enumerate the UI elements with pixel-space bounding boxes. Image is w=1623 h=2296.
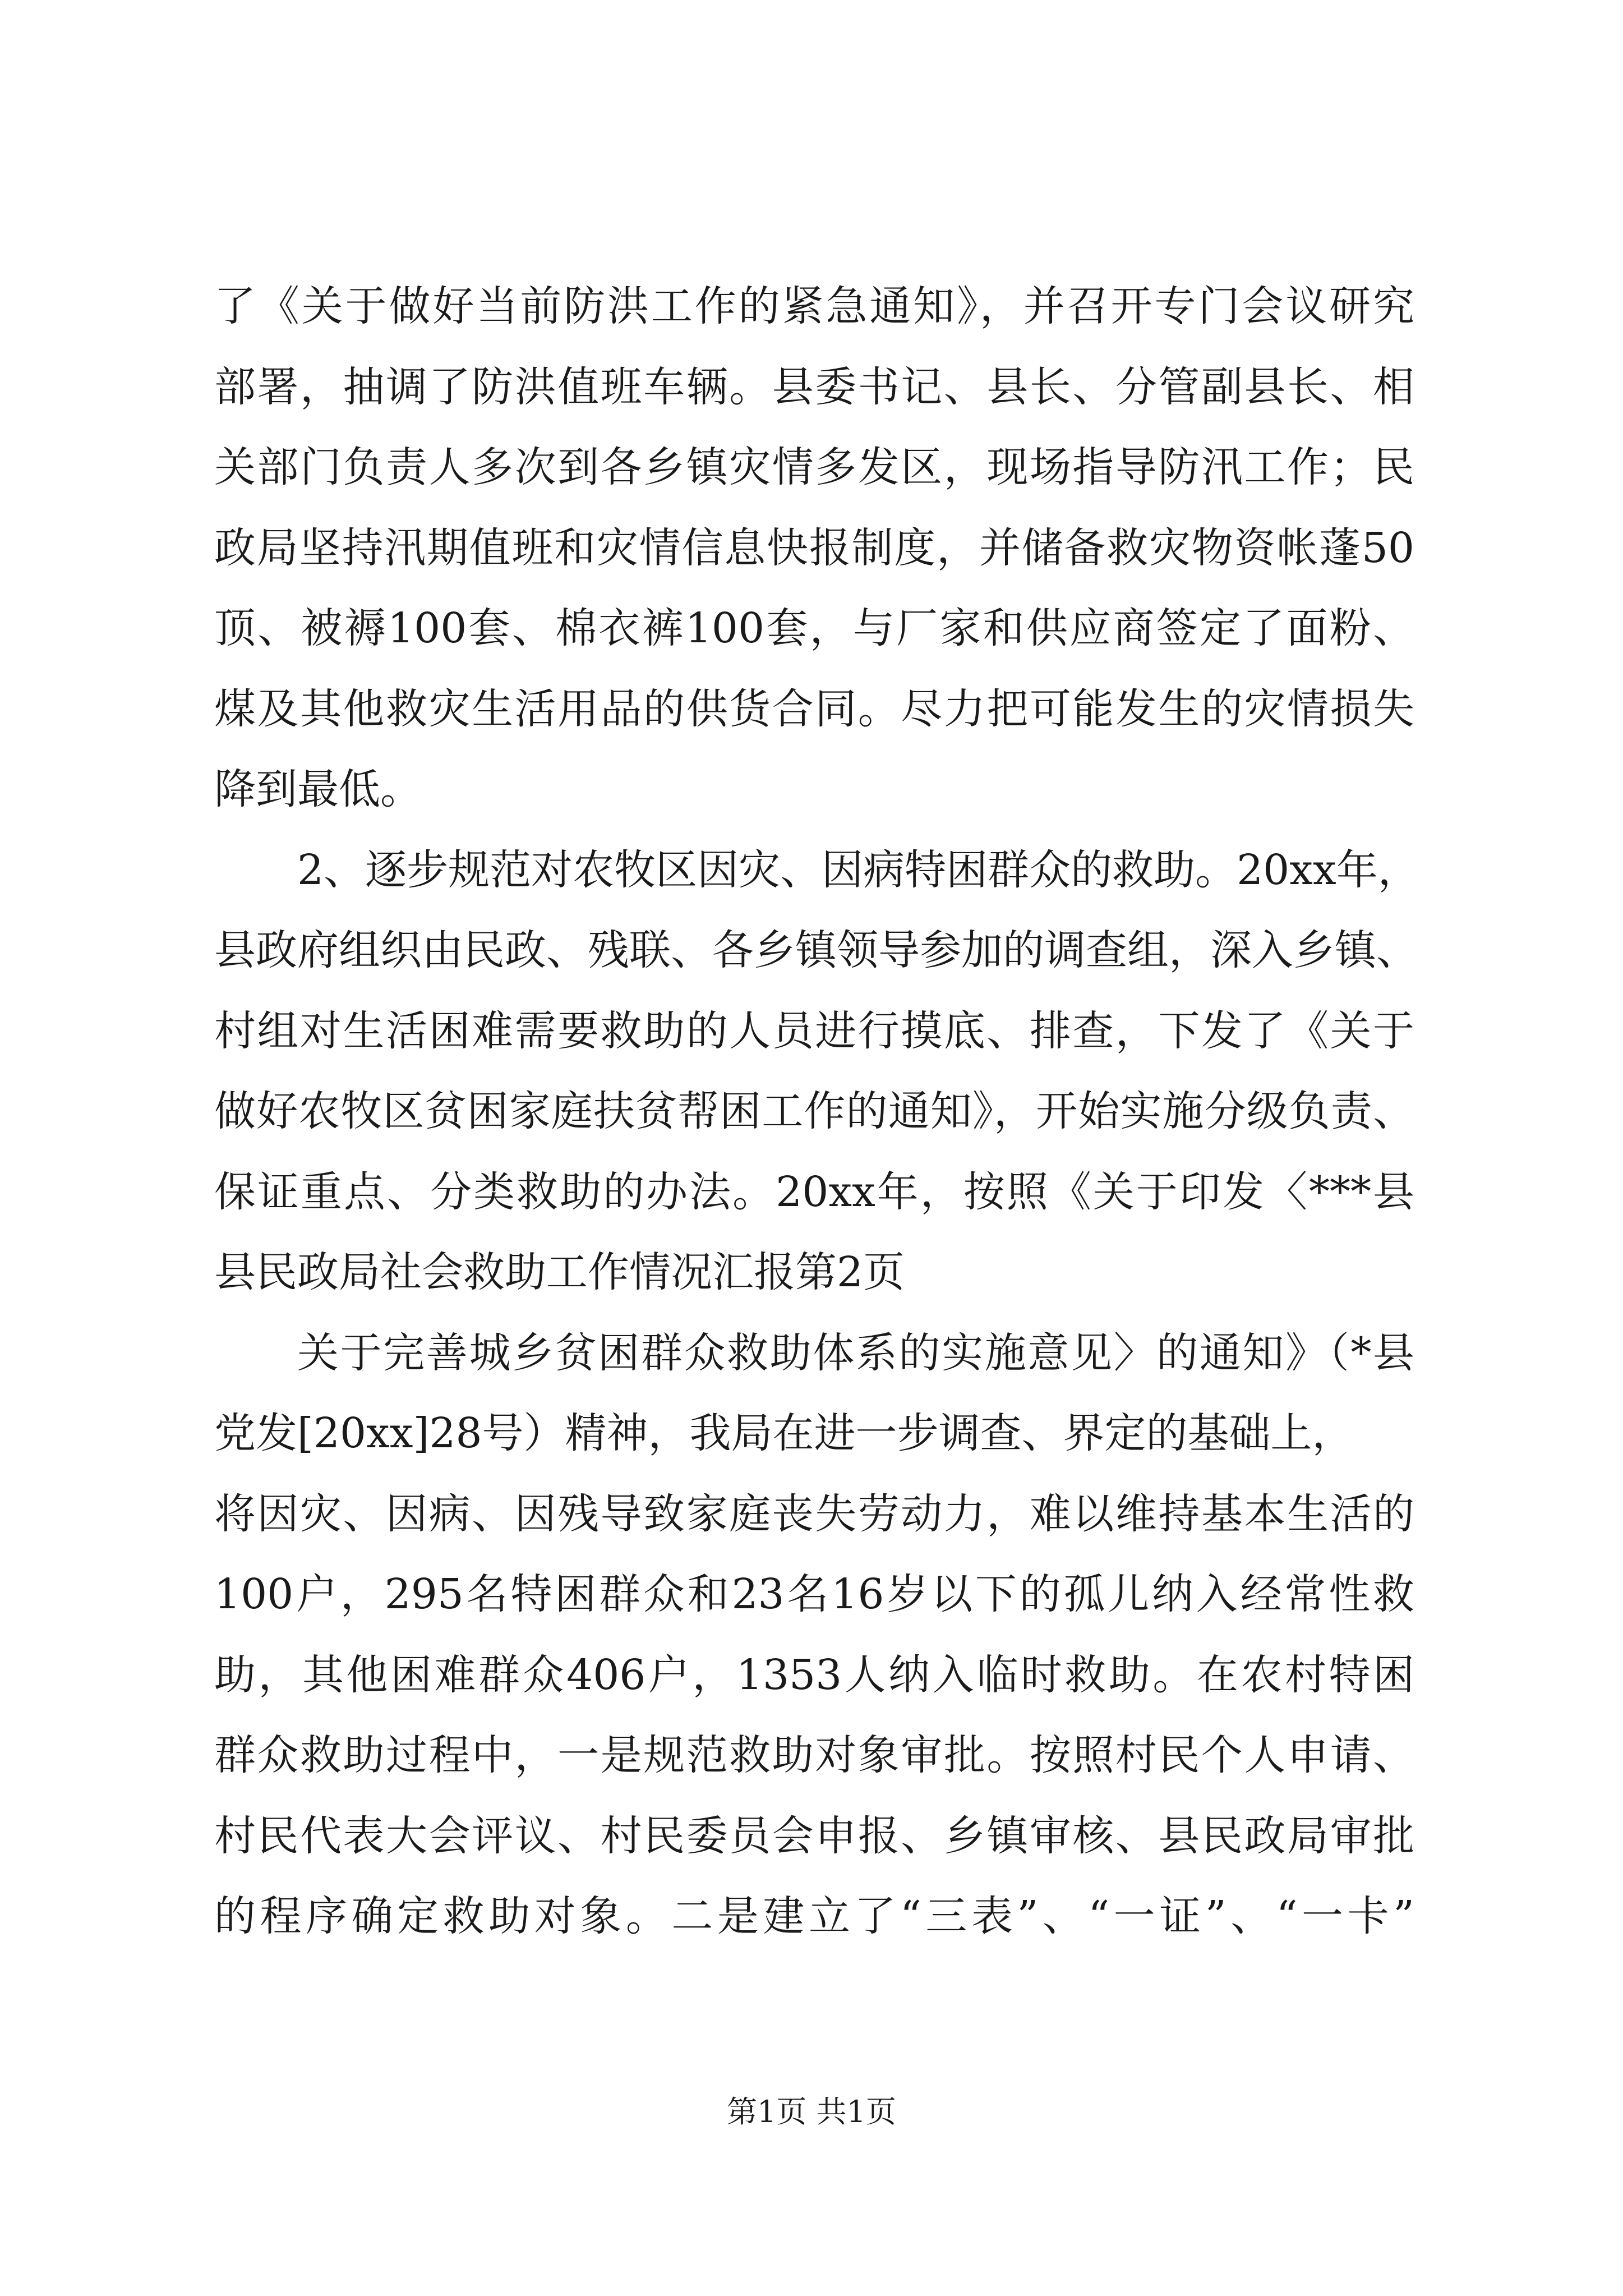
text-line: 群众救助过程中，一是规范救助对象审批。按照村民个人申请、 (214, 1731, 1414, 1779)
text-line: 县民政局社会救助工作情况汇报第2页 (214, 1248, 905, 1296)
page-number-label: 第1页 共1页 (727, 2094, 896, 2129)
page-footer (0, 2088, 1623, 2131)
text-line: 关部门负责人多次到各乡镇灾情多发区，现场指导防汛工作；民 (214, 443, 1414, 491)
text-line: 助，其他困难群众406户，1353人纳入临时救助。在农村特困 (214, 1650, 1414, 1699)
text-line: 保证重点、分类救助的办法。20xx年，按照《关于印发〈***县 (214, 1167, 1414, 1216)
text-line: 将因灾、因病、因残导致家庭丧失劳动力，难以维持基本生活的 (214, 1489, 1414, 1538)
text-line: 部署，抽调了防洪值班车辆。县委书记、县长、分管副县长、相 (214, 362, 1414, 411)
text-line: 2、逐步规范对农牧区因灾、因病特困群众的救助。20xx年， (297, 845, 1419, 894)
text-line: 煤及其他救灾生活用品的供货合同。尽力把可能发生的灾情损失 (214, 684, 1414, 733)
text-line: 的程序确定救助对象。二是建立了“三表”、“一证”、“一卡” (214, 1892, 1414, 1940)
text-line: 了《关于做好当前防洪工作的紧急通知》，并召开专门会议研究 (214, 282, 1414, 330)
text-line: 村组对生活困难需要救助的人员进行摸底、排查，下发了《关于 (214, 1006, 1414, 1055)
text-line: 政局坚持汛期值班和灾情信息快报制度，并储备救灾物资帐蓬50 (214, 523, 1414, 572)
text-line: 党发[20xx]28号）精神，我局在进一步调查、界定的基础上， (214, 1409, 1354, 1457)
text-line: 顶、被褥100套、棉衣裤100套，与厂家和供应商签定了面粉、 (214, 604, 1414, 652)
text-line: 关于完善城乡贫困群众救助体系的实施意见〉的通知》（*县 (297, 1328, 1414, 1377)
text-line: 做好农牧区贫困家庭扶贫帮困工作的通知》，开始实施分级负责、 (214, 1087, 1414, 1135)
text-line: 降到最低。 (214, 765, 422, 813)
document-body (214, 266, 1419, 1957)
text-line: 村民代表大会评议、村民委员会申报、乡镇审核、县民政局审批 (214, 1811, 1414, 1860)
text-line: 100户，295名特困群众和23名16岁以下的孤儿纳入经常性救 (214, 1570, 1414, 1618)
text-line: 县政府组织由民政、残联、各乡镇领导参加的调查组，深入乡镇、 (214, 926, 1418, 974)
